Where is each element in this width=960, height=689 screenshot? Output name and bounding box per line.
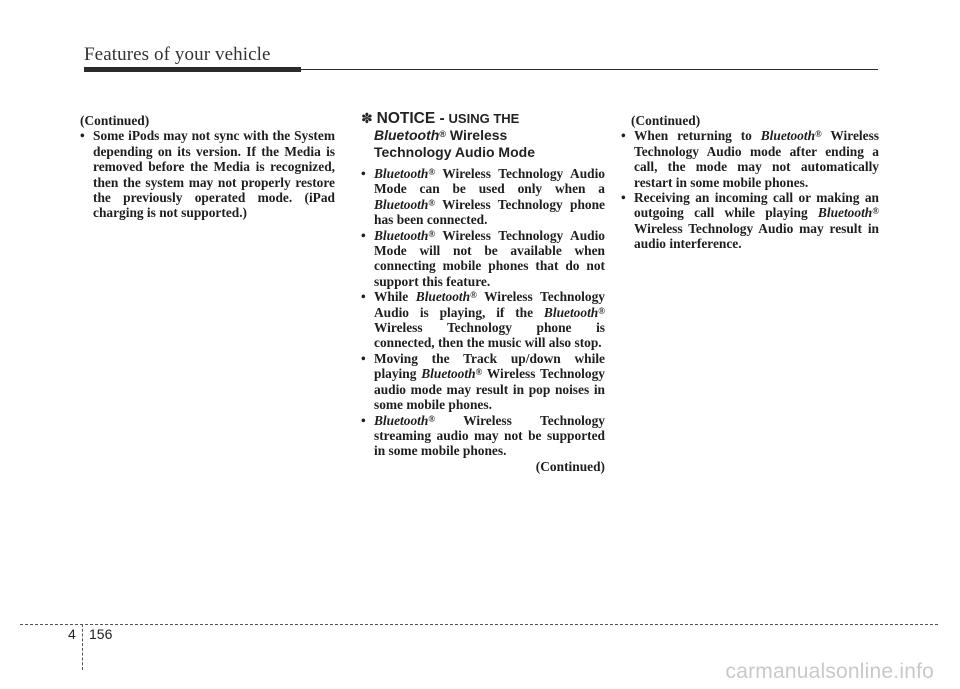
notice-word: NOTICE - (376, 110, 445, 127)
list-item: • Bluetooth® Wireless Technology Audio Mode can be used only when a Bluetooth® Wireless Technology phone has been connected. (361, 166, 606, 228)
list-item: • Receiving an incoming call or making an outgoing call while playing Bluetooth® Wireless Technology Audio may result in audio interference. (621, 190, 879, 252)
notice-line-3: Technology Audio Mode (374, 144, 535, 160)
bullet-icon: • (361, 227, 366, 243)
notice-star-icon: ✽ (361, 110, 373, 126)
notice-heading (361, 110, 605, 161)
bullet-icon: • (361, 350, 366, 366)
bullet-icon: • (361, 289, 366, 305)
header-rule-thick (84, 67, 301, 72)
continued-label: (Continued) (535, 458, 605, 474)
column-left (80, 113, 335, 221)
bullet-icon: • (361, 166, 366, 181)
list-item: • While Bluetooth® Wireless Technology Audio is playing, if the Bluetooth® Wireless Technology phone is connected, then the music will also stop. (361, 289, 605, 351)
bullet-icon: • (361, 412, 366, 428)
column-middle (361, 110, 605, 474)
column-right (621, 113, 879, 252)
footer-vertical-rule (82, 624, 83, 670)
list-item: • Moving the Track up/down while playing Bluetooth® Wireless Technology audio mode may result in pop noises in some mobile phones. (361, 350, 605, 413)
list-item: • Bluetooth® Wireless Technology streaming audio may not be supported in some mobile phones. (361, 412, 605, 459)
chapter-number: 4 (68, 626, 76, 642)
footer-dashed-rule (20, 624, 938, 625)
bullet-icon: • (621, 190, 626, 206)
bullet-icon: • (621, 128, 626, 144)
list-item (80, 128, 335, 220)
continued-label: (Continued) (631, 113, 701, 128)
list-item: • When returning to Bluetooth® Wireless Technology Audio mode after ending a call, the mode may not automatically restart in some mobile phones. (621, 128, 879, 190)
continued-label: (Continued) (80, 113, 150, 128)
watermark: carmanualsonline.info (725, 660, 934, 683)
notice-using: USING THE (448, 111, 520, 126)
page-header-title: Features of your vehicle (84, 44, 271, 65)
list-item-text: Some iPods may not sync with the System depending on its version. If the Media is removed before the Media is recognized, then the system may not properly restore the previously operated mode. (iPad charging is not supported.) (93, 128, 335, 221)
list-item: • Bluetooth® Wireless Technology Audio Mode will not be available when connecting mobile phones that do not support this feature. (361, 227, 606, 289)
page-number: 156 (89, 626, 113, 642)
bullet-icon: • (80, 128, 85, 144)
header-rule-thin (301, 69, 878, 70)
notice-line-2: Bluetooth® Wireless (374, 127, 508, 143)
